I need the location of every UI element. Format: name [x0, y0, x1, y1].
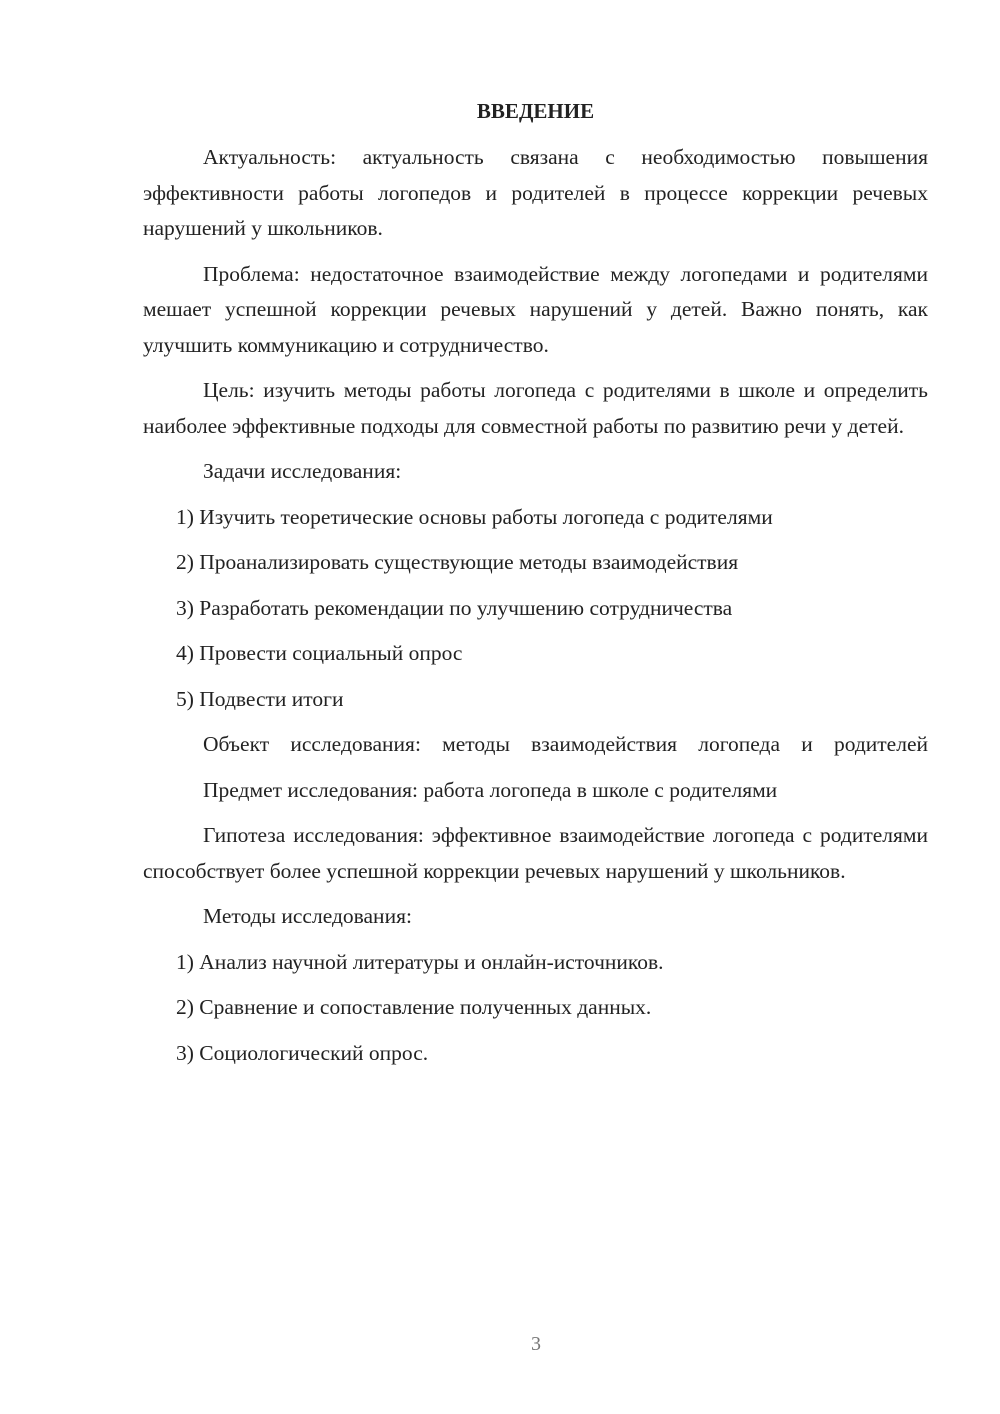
subject-paragraph: Предмет исследования: работа логопеда в школе с родителями [203, 777, 778, 802]
task-item: 2) Проанализировать существующие методы взаимодействия [176, 550, 739, 574]
task-item: 4) Провести социальный опрос [176, 641, 463, 665]
page-number: 3 [531, 1333, 541, 1355]
hypothesis-paragraph: Гипотеза исследования: эффективное взаимодействие логопеда с родителями способствует более успешной коррекции речевых нарушений у школьников. [143, 823, 928, 883]
method-item: 1) Анализ научной литературы и онлайн-источников. [176, 949, 664, 974]
task-item: 3) Разработать рекомендации по улучшению сотрудничества [176, 595, 733, 620]
methods-heading: Методы исследования: [203, 904, 412, 928]
method-item: 3) Социологический опрос. [176, 1040, 429, 1065]
task-item: 1) Изучить теоретические основы работы логопеда с родителями [176, 504, 773, 529]
section-title: ВВЕДЕНИЕ [476, 99, 595, 123]
goal-paragraph: Цель: изучить методы работы логопеда с родителями в школе и определить наиболее эффективные подходы для совместной работы по развитию речи у детей. [143, 378, 928, 438]
document-body [143, 94, 928, 1081]
relevance-paragraph: Актуальность: актуальность связана с необходимостью повышения эффективности работы логопедов и родителей в процессе коррекции речевых нарушений у школьников. [143, 145, 928, 240]
method-item: 2) Сравнение и сопоставление полученных данных. [176, 995, 652, 1019]
object-paragraph: Объект исследования: методы взаимодействия логопеда и родителей [203, 732, 928, 756]
problem-paragraph: Проблема: недостаточное взаимодействие между логопедами и родителями мешает успешной коррекции речевых нарушений у детей. Важно понять, как улучшить коммуникацию и сотрудничество. [143, 261, 928, 357]
tasks-heading: Задачи исследования: [203, 459, 402, 483]
task-item: 5) Подвести итоги [176, 686, 344, 711]
